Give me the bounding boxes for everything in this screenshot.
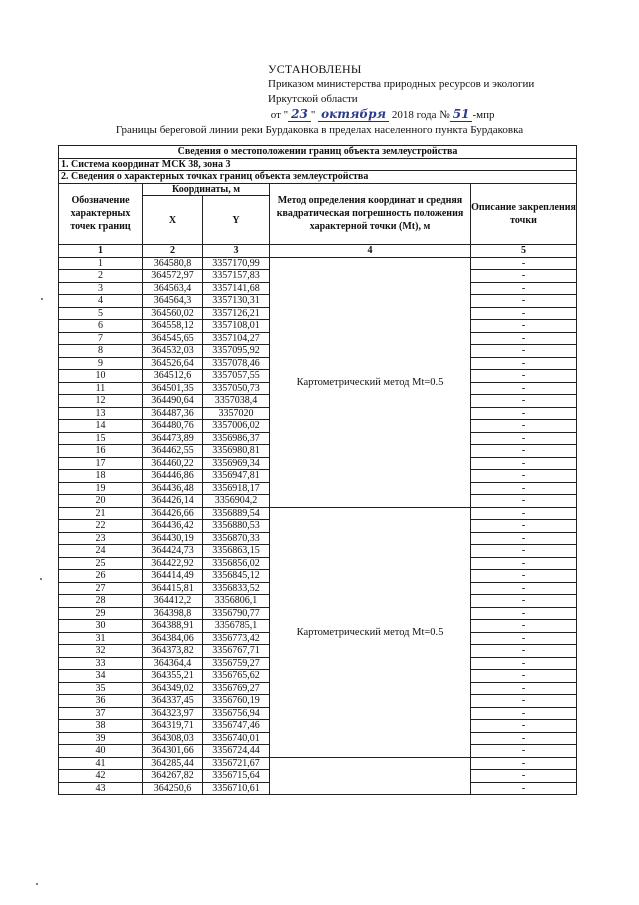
coord-y: 3356889,54 xyxy=(203,507,270,520)
point-description: - xyxy=(471,782,577,795)
coord-y: 3357095,92 xyxy=(203,345,270,358)
coord-x: 364512,6 xyxy=(143,370,203,383)
boundary-points-table xyxy=(58,145,577,795)
coord-y: 3357038,4 xyxy=(203,395,270,408)
coord-y: 3356863,15 xyxy=(203,545,270,558)
point-description: - xyxy=(471,407,577,420)
point-number: 7 xyxy=(59,332,143,345)
header-y: Y xyxy=(203,196,270,245)
point-description: - xyxy=(471,757,577,770)
header-point-designation: Обозначение характерных точек границ xyxy=(59,183,143,245)
coord-y: 3356721,67 xyxy=(203,757,270,770)
point-number: 8 xyxy=(59,345,143,358)
point-description: - xyxy=(471,770,577,783)
coord-y: 3356759,27 xyxy=(203,657,270,670)
coord-y: 3357130,31 xyxy=(203,295,270,308)
coord-x: 364384,06 xyxy=(143,632,203,645)
point-description: - xyxy=(471,632,577,645)
coordinate-system: 1. Система координат МСК 38, зона 3 xyxy=(59,158,577,171)
point-description: - xyxy=(471,520,577,533)
table-row xyxy=(59,757,577,770)
coord-x: 364487,36 xyxy=(143,407,203,420)
point-description: - xyxy=(471,257,577,270)
coord-y: 3356880,53 xyxy=(203,520,270,533)
coord-x: 364426,66 xyxy=(143,507,203,520)
coord-y: 3356760,19 xyxy=(203,695,270,708)
coord-y: 3356833,52 xyxy=(203,582,270,595)
coord-y: 3357104,27 xyxy=(203,332,270,345)
scan-speck xyxy=(36,883,38,885)
point-number: 10 xyxy=(59,370,143,383)
coord-y: 3356806,1 xyxy=(203,595,270,608)
coord-x: 364446,86 xyxy=(143,470,203,483)
coord-x: 364308,03 xyxy=(143,732,203,745)
point-number: 39 xyxy=(59,732,143,745)
coord-y: 3357108,01 xyxy=(203,320,270,333)
coord-y: 3356715,64 xyxy=(203,770,270,783)
point-number: 9 xyxy=(59,357,143,370)
point-description: - xyxy=(471,495,577,508)
coord-x: 364267,82 xyxy=(143,770,203,783)
point-description: - xyxy=(471,320,577,333)
point-description: - xyxy=(471,370,577,383)
point-description: - xyxy=(471,595,577,608)
coord-y: 3356856,02 xyxy=(203,557,270,570)
coord-y: 3356724,44 xyxy=(203,745,270,758)
point-number: 33 xyxy=(59,657,143,670)
point-description: - xyxy=(471,445,577,458)
coord-y: 3356969,34 xyxy=(203,457,270,470)
point-number: 15 xyxy=(59,432,143,445)
point-number: 5 xyxy=(59,307,143,320)
coord-y: 3357157,83 xyxy=(203,270,270,283)
point-number: 38 xyxy=(59,720,143,733)
coord-x: 364580,8 xyxy=(143,257,203,270)
method-cell-empty xyxy=(270,757,471,795)
date-month-handwritten: октября xyxy=(318,107,389,122)
coord-y: 3357006,02 xyxy=(203,420,270,433)
coord-y: 3356740,01 xyxy=(203,732,270,745)
point-description: - xyxy=(471,670,577,683)
point-description: - xyxy=(471,570,577,583)
coord-x: 364545,65 xyxy=(143,332,203,345)
coord-y: 3356845,12 xyxy=(203,570,270,583)
coord-x: 364436,48 xyxy=(143,482,203,495)
point-description: - xyxy=(471,620,577,633)
coord-x: 364532,03 xyxy=(143,345,203,358)
coord-x: 364250,6 xyxy=(143,782,203,795)
date-day-handwritten: 23 xyxy=(288,107,311,122)
coord-y: 3357126,21 xyxy=(203,307,270,320)
point-description: - xyxy=(471,557,577,570)
point-description: - xyxy=(471,720,577,733)
coord-x: 364426,14 xyxy=(143,495,203,508)
point-number: 32 xyxy=(59,645,143,658)
coord-x: 364373,82 xyxy=(143,645,203,658)
point-number: 20 xyxy=(59,495,143,508)
column-number-5: 5 xyxy=(471,245,577,258)
scan-speck xyxy=(41,298,43,300)
point-number: 11 xyxy=(59,382,143,395)
header-x: X xyxy=(143,196,203,245)
method-cell: Картометрический метод Mt=0.5 xyxy=(270,507,471,757)
coord-x: 364398,8 xyxy=(143,607,203,620)
approval-block xyxy=(268,62,534,123)
scan-speck xyxy=(40,578,42,580)
point-number: 25 xyxy=(59,557,143,570)
coord-x: 364563,4 xyxy=(143,282,203,295)
document-title: Границы береговой линии реки Бурдаковка в пределах населенного пункта Бурдаковка xyxy=(115,124,524,136)
coord-y: 3356870,33 xyxy=(203,532,270,545)
column-number-1: 1 xyxy=(59,245,143,258)
coord-y: 3356767,71 xyxy=(203,645,270,658)
approval-title: УСТАНОВЛЕНЫ xyxy=(268,62,362,76)
point-number: 13 xyxy=(59,407,143,420)
date-mid: " xyxy=(310,109,316,121)
header-coordinates: Координаты, м xyxy=(143,183,270,196)
point-description: - xyxy=(471,695,577,708)
coord-y: 3357020 xyxy=(203,407,270,420)
coord-x: 364490,64 xyxy=(143,395,203,408)
table-body xyxy=(59,146,577,795)
point-description: - xyxy=(471,582,577,595)
point-description: - xyxy=(471,657,577,670)
point-description: - xyxy=(471,382,577,395)
point-number: 1 xyxy=(59,257,143,270)
coord-y: 3356947,81 xyxy=(203,470,270,483)
point-number: 23 xyxy=(59,532,143,545)
point-number: 6 xyxy=(59,320,143,333)
point-number: 40 xyxy=(59,745,143,758)
point-number: 18 xyxy=(59,470,143,483)
date-prefix: от " xyxy=(270,109,289,121)
point-number: 24 xyxy=(59,545,143,558)
point-description: - xyxy=(471,645,577,658)
point-number: 12 xyxy=(59,395,143,408)
point-number: 27 xyxy=(59,582,143,595)
point-description: - xyxy=(471,345,577,358)
coord-y: 3356710,61 xyxy=(203,782,270,795)
point-description: - xyxy=(471,270,577,283)
point-number: 17 xyxy=(59,457,143,470)
point-description: - xyxy=(471,395,577,408)
coord-x: 364349,02 xyxy=(143,682,203,695)
table-row xyxy=(59,507,577,520)
coord-x: 364501,35 xyxy=(143,382,203,395)
point-description: - xyxy=(471,482,577,495)
point-description: - xyxy=(471,707,577,720)
point-number: 16 xyxy=(59,445,143,458)
coord-x: 364355,21 xyxy=(143,670,203,683)
header-method: Метод определения координат и средняя квадратическая погрешность положения характерной точки (Mt), м xyxy=(270,183,471,245)
point-description: - xyxy=(471,295,577,308)
coord-y: 3356904,2 xyxy=(203,495,270,508)
coord-x: 364414,49 xyxy=(143,570,203,583)
coord-x: 364424,73 xyxy=(143,545,203,558)
coord-x: 364319,71 xyxy=(143,720,203,733)
point-description: - xyxy=(471,507,577,520)
coord-y: 3356918,17 xyxy=(203,482,270,495)
method-cell: Картометрический метод Mt=0.5 xyxy=(270,257,471,507)
coord-y: 3357170,99 xyxy=(203,257,270,270)
coord-y: 3356980,81 xyxy=(203,445,270,458)
coord-y: 3356773,42 xyxy=(203,632,270,645)
point-description: - xyxy=(471,745,577,758)
point-number: 30 xyxy=(59,620,143,633)
coord-x: 364558,12 xyxy=(143,320,203,333)
date-year: 2018 года № xyxy=(391,109,450,121)
coord-y: 3356747,46 xyxy=(203,720,270,733)
coord-y: 3356769,27 xyxy=(203,682,270,695)
column-number-4: 4 xyxy=(270,245,471,258)
point-description: - xyxy=(471,457,577,470)
point-number: 26 xyxy=(59,570,143,583)
point-number: 36 xyxy=(59,695,143,708)
point-number: 4 xyxy=(59,295,143,308)
coord-x: 364564,3 xyxy=(143,295,203,308)
point-description: - xyxy=(471,732,577,745)
point-number: 29 xyxy=(59,607,143,620)
point-description: - xyxy=(471,307,577,320)
coord-x: 364285,44 xyxy=(143,757,203,770)
point-number: 14 xyxy=(59,420,143,433)
point-number: 43 xyxy=(59,782,143,795)
coord-y: 3356785,1 xyxy=(203,620,270,633)
coord-x: 364388,91 xyxy=(143,620,203,633)
point-number: 2 xyxy=(59,270,143,283)
column-number-3: 3 xyxy=(203,245,270,258)
points-section-title: 2. Сведения о характерных точках границ объекта землеустройства xyxy=(59,171,577,184)
coord-x: 364480,76 xyxy=(143,420,203,433)
point-number: 37 xyxy=(59,707,143,720)
coord-x: 364526,64 xyxy=(143,357,203,370)
coord-x: 364462,55 xyxy=(143,445,203,458)
point-number: 28 xyxy=(59,595,143,608)
coord-x: 364337,45 xyxy=(143,695,203,708)
point-number: 21 xyxy=(59,507,143,520)
point-number: 19 xyxy=(59,482,143,495)
point-description: - xyxy=(471,282,577,295)
coord-y: 3357078,46 xyxy=(203,357,270,370)
coord-x: 364301,66 xyxy=(143,745,203,758)
coord-x: 364412,2 xyxy=(143,595,203,608)
coord-x: 364323,97 xyxy=(143,707,203,720)
point-description: - xyxy=(471,682,577,695)
point-number: 41 xyxy=(59,757,143,770)
coord-x: 364415,81 xyxy=(143,582,203,595)
coord-y: 3357141,68 xyxy=(203,282,270,295)
coord-y: 3356790,77 xyxy=(203,607,270,620)
coord-y: 3356756,94 xyxy=(203,707,270,720)
point-description: - xyxy=(471,332,577,345)
section-title: Сведения о местоположении границ объекта землеустройства xyxy=(59,146,577,159)
point-number: 31 xyxy=(59,632,143,645)
order-suffix: -мпр xyxy=(472,109,495,121)
point-number: 35 xyxy=(59,682,143,695)
coord-x: 364430,19 xyxy=(143,532,203,545)
point-number: 42 xyxy=(59,770,143,783)
approval-date-line xyxy=(268,107,534,123)
point-number: 34 xyxy=(59,670,143,683)
order-number-handwritten: 51 xyxy=(450,107,473,122)
coord-x: 364436,42 xyxy=(143,520,203,533)
point-number: 22 xyxy=(59,520,143,533)
point-description: - xyxy=(471,607,577,620)
coord-y: 3357050,73 xyxy=(203,382,270,395)
coord-y: 3356765,62 xyxy=(203,670,270,683)
coord-x: 364422,92 xyxy=(143,557,203,570)
point-description: - xyxy=(471,432,577,445)
coord-x: 364560,02 xyxy=(143,307,203,320)
column-number-2: 2 xyxy=(143,245,203,258)
table-row xyxy=(59,257,577,270)
coord-x: 364460,22 xyxy=(143,457,203,470)
point-description: - xyxy=(471,532,577,545)
approval-line-2: Иркутской области xyxy=(268,93,358,105)
coord-y: 3357057,55 xyxy=(203,370,270,383)
approval-line-1: Приказом министерства природных ресурсов и экологии xyxy=(268,78,535,90)
coord-x: 364473,89 xyxy=(143,432,203,445)
point-description: - xyxy=(471,420,577,433)
header-description: Описание закрепления точки xyxy=(471,183,577,245)
coord-y: 3356986,37 xyxy=(203,432,270,445)
coord-x: 364364,4 xyxy=(143,657,203,670)
point-description: - xyxy=(471,545,577,558)
point-number: 3 xyxy=(59,282,143,295)
coord-x: 364572,97 xyxy=(143,270,203,283)
point-description: - xyxy=(471,470,577,483)
point-description: - xyxy=(471,357,577,370)
